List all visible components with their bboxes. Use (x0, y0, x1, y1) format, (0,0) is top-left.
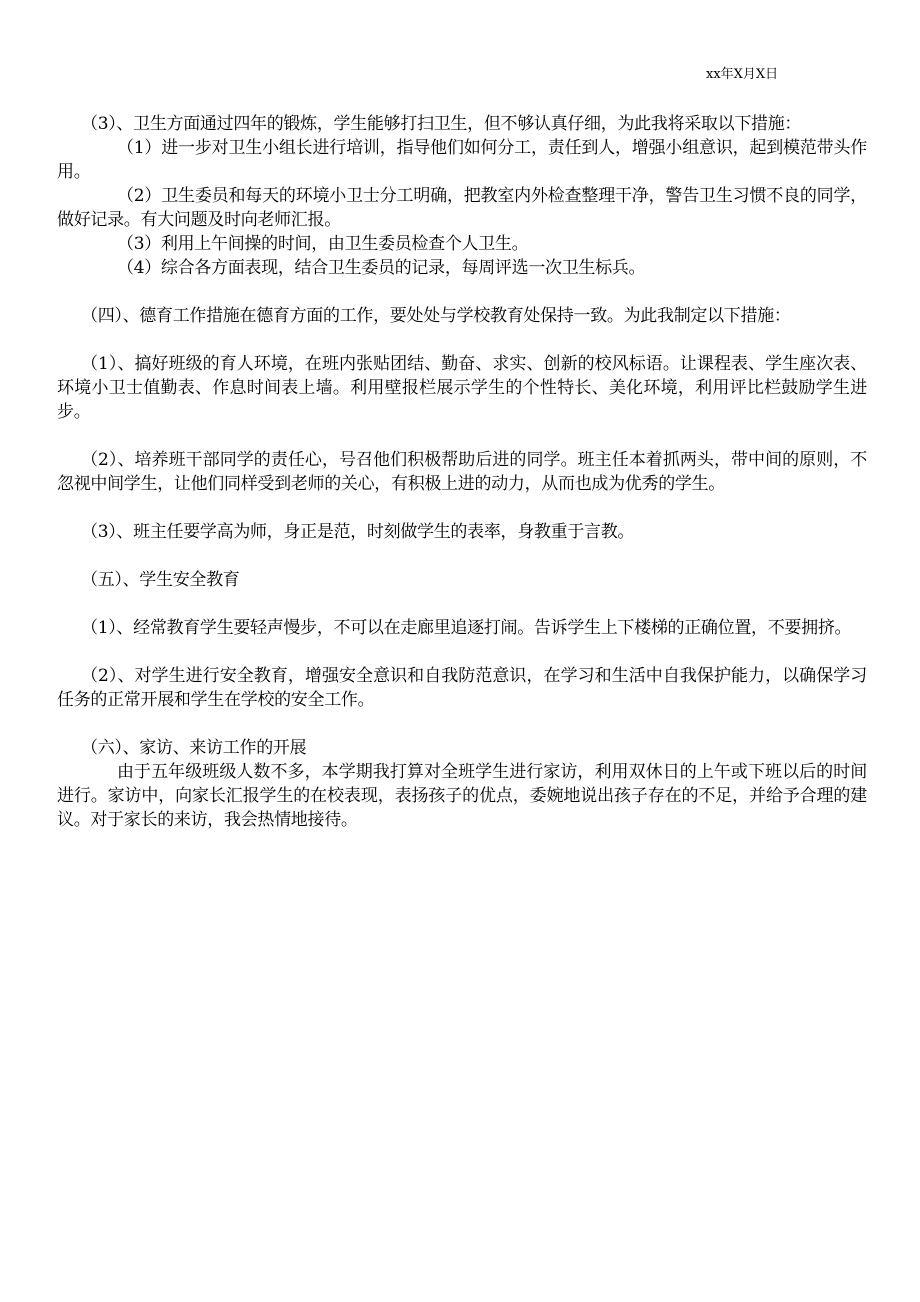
paragraph-moral-item-2: （2）、培养班干部同学的责任心，号召他们积极帮助后进的同学。班主任本着抓两头，带中间的原则，不忽视中间学生，让他们同样受到老师的关心，有积极上进的动力，从而也成为优秀的学生。 (57, 450, 867, 494)
section-heading-home-visits: （六）、家访、来访工作的开展 (81, 738, 307, 758)
section-heading-safety-education: （五）、学生安全教育 (81, 570, 240, 590)
paragraph-safety-item-2: （2）、对学生进行安全教育，增强安全意识和自我防范意识，在学习和生活中自我保护能力，以确保学习任务的正常开展和学生在学校的安全工作。 (57, 666, 867, 710)
paragraph-safety-item-1: （1）、经常教育学生要轻声慢步，不可以在走廊里追逐打闹。告诉学生上下楼梯的正确位置，不要拥挤。 (81, 618, 852, 638)
paragraph-home-visits: 由于五年级班级人数不多，本学期我打算对全班学生进行家访，利用双休日的上午或下班以后的时间进行。家访中，向家长汇报学生的在校表现，表扬孩子的优点，委婉地说出孩子存在的不足，并给予合理的建议。对于家长的来访，我会热情地接待。 (57, 762, 867, 830)
paragraph-hygiene-item-2: （2）卫生委员和每天的环境小卫士分工明确，把教室内外检查整理干净，警告卫生习惯不良的同学，做好记录。有大问题及时向老师汇报。 (57, 186, 867, 230)
paragraph-hygiene-item-3: （3）利用上午间操的时间，由卫生委员检查个人卫生。 (117, 234, 529, 254)
paragraph-moral-item-3: （3）、班主任要学高为师，身正是范，时刻做学生的表率，身教重于言教。 (81, 522, 635, 542)
paragraph-moral-item-1: （1）、搞好班级的育人环境，在班内张贴团结、勤奋、求实、创新的校风标语。让课程表、学生座次表、环境小卫士值勤表、作息时间表上墙。利用壁报栏展示学生的个性特长、美化环境，利用评比栏鼓励学生进步。 (57, 354, 867, 422)
section-heading-moral-education: （四）、德育工作措施在德育方面的工作，要处处与学校教育处保持一致。为此我制定以下措施： (81, 306, 791, 326)
paragraph-hygiene-heading: （3）、卫生方面通过四年的锻炼，学生能够打扫卫生，但不够认真仔细，为此我将采取以下措施： (81, 114, 802, 134)
paragraph-hygiene-item-4: （4）综合各方面表现，结合卫生委员的记录，每周评选一次卫生标兵。 (117, 258, 646, 278)
paragraph-hygiene-item-1: （1）进一步对卫生小组长进行培训，指导他们如何分工，责任到人，增强小组意识，起到模范带头作用。 (57, 138, 867, 182)
document-body (57, 112, 867, 832)
header-date: xx年X月X日 (706, 67, 779, 82)
